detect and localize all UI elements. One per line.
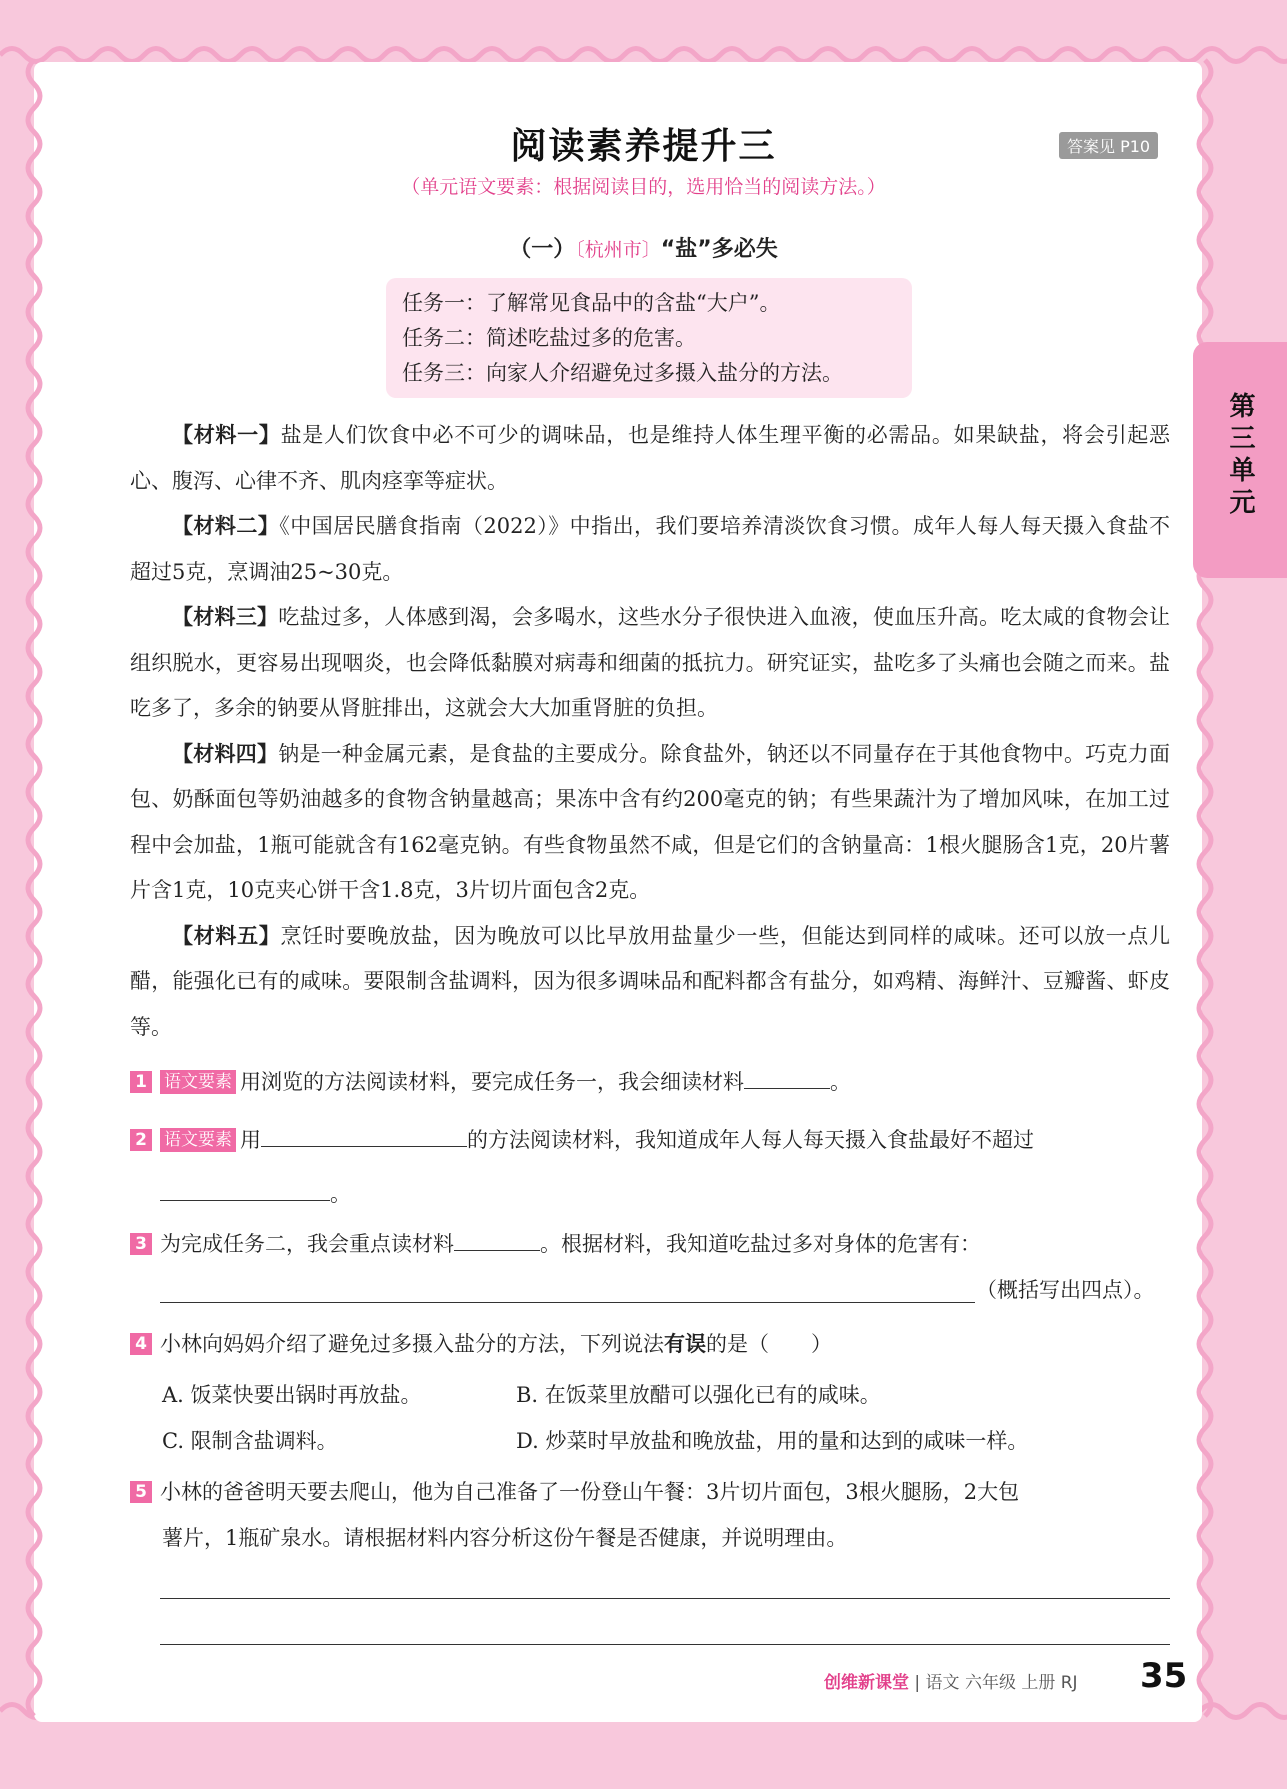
question-number: 2 <box>130 1129 152 1151</box>
answer-blank[interactable] <box>261 1124 467 1147</box>
section-city: 〔杭州市〕 <box>575 239 661 261</box>
question-2-continued <box>160 1172 560 1217</box>
answer-line[interactable] <box>160 1302 975 1303</box>
material-label: 【材料三】 <box>172 605 279 629</box>
footer-brand: 创维新课堂 <box>824 1673 909 1693</box>
question-2 <box>130 1118 1174 1163</box>
section-number: （一） <box>509 237 576 262</box>
material-paragraph <box>130 413 1170 504</box>
question-text-2: 。根据材料，我知道吃盐过多对身体的危害有： <box>540 1232 981 1256</box>
question-number: 3 <box>130 1233 152 1255</box>
question-text: 为完成任务二，我会重点读材料 <box>160 1232 454 1256</box>
option-c[interactable]: C. 限制含盐调料。 <box>162 1429 338 1453</box>
material-text: 烹饪时要晚放盐，因为晚放可以比早放用盐量少一些，但能达到同样的咸味。还可以放一点儿醋，能强化已有的咸味。要限制含盐调料，因为很多调味品和配料都含有盐分，如鸡精、海鲜汁、豆瓣酱、虾皮等。 <box>130 923 1171 1039</box>
answer-blank[interactable] <box>454 1228 540 1251</box>
material-text: 盐是人们饮食中必不可少的调味品，也是维持人体生理平衡的必需品。如果缺盐，将会引起恶心、腹泻、心律不齐、肌肉痉挛等症状。 <box>130 423 1171 493</box>
question-text: 用浏览的方法阅读材料，要完成任务一，我会细读材料 <box>240 1070 744 1094</box>
answer-blank[interactable] <box>744 1066 830 1089</box>
page-number: 35 <box>1140 1656 1188 1696</box>
material-text: 《中国居民膳食指南（2022）》中指出，我们要培养清淡饮食习惯。成年人每人每天摄入食盐不超过5克，烹调油25~30克。 <box>130 514 1171 584</box>
answer-line[interactable] <box>160 1598 1170 1599</box>
question-end: 。 <box>330 1182 351 1206</box>
question-end: 。 <box>830 1070 851 1094</box>
material-label: 【材料一】 <box>172 423 281 447</box>
left-wavy-border <box>14 0 54 1789</box>
task-item: 任务一：了解常见食品中的含盐“大户”。 <box>402 291 781 315</box>
question-1 <box>130 1060 1174 1105</box>
question-3 <box>130 1222 1174 1267</box>
page-title: 阅读素养提升三 <box>510 126 777 167</box>
answer-reference-badge: 答案见 P10 <box>1059 132 1158 159</box>
option-a[interactable]: A. 饭菜快要出锅时再放盐。 <box>162 1383 422 1407</box>
option-b[interactable]: B. 在饭菜里放醋可以强化已有的咸味。 <box>516 1383 881 1407</box>
answer-blank[interactable] <box>160 1178 330 1201</box>
material-paragraph <box>130 595 1170 732</box>
question-emphasis: 有误 <box>664 1332 706 1356</box>
section-heading <box>0 232 1287 263</box>
section-title: “盐”多必失 <box>660 237 778 262</box>
question-3-note: （概括写出四点）。 <box>976 1278 1155 1302</box>
question-number: 5 <box>130 1481 152 1503</box>
task-item: 任务三：向家人介绍避免过多摄入盐分的方法。 <box>402 361 843 385</box>
material-text: 吃盐过多，人体感到渴，会多喝水，这些水分子很快进入血液，使血压升高。吃太咸的食物会让组织脱水，更容易出现咽炎，也会降低黏膜对病毒和细菌的抵抗力。研究证实，盐吃多了头痛也会随之而来。盐吃多了，多余的钠要从肾脏排出，这就会大大加重肾脏的负担。 <box>130 605 1171 720</box>
material-paragraph <box>130 732 1170 914</box>
question-text: 的方法阅读材料，我知道成年人每人每天摄入食盐最好不超过 <box>467 1128 1034 1152</box>
option-d[interactable]: D. 炒菜时早放盐和晚放盐，用的量和达到的咸味一样。 <box>516 1429 1029 1453</box>
materials-section <box>130 413 1170 1050</box>
unit-subtitle: （单元语文要素：根据阅读目的，选用恰当的阅读方法。） <box>401 176 886 198</box>
question-text-post: 的是（ ） <box>706 1332 832 1356</box>
task-item: 任务二：简述吃盐过多的危害。 <box>402 326 696 350</box>
question-number: 1 <box>130 1071 152 1093</box>
material-label: 【材料二】 <box>172 514 280 538</box>
material-paragraph <box>130 504 1170 595</box>
question-5 <box>130 1470 1174 1515</box>
element-tag: 语文要素 <box>160 1070 236 1094</box>
question-4 <box>130 1322 1174 1367</box>
question-text-line1: 小林的爸爸明天要去爬山，他为自己准备了一份登山午餐：3片切片面包，3根火腿肠，2大包 <box>160 1480 1020 1504</box>
element-tag: 语文要素 <box>160 1128 236 1152</box>
task-box <box>386 278 912 398</box>
material-text: 钠是一种金属元素，是食盐的主要成分。除食盐外，钠还以不同量存在于其他食物中。巧克力面包、奶酥面包等奶油越多的食物含钠量越高；果冻中含有约200毫克的钠；有些果蔬汁为了增加风味，在加工过程中会加盐，1瓶可能就含有162毫克钠。有些食物虽然不咸，但是它们的含钠量高：1根火腿肠含1克，20片薯片含1克，10克夹心饼干含1.8克，3片切片面包含2克。 <box>130 741 1171 902</box>
question-number: 4 <box>130 1333 152 1355</box>
material-paragraph <box>130 914 1170 1051</box>
material-label: 【材料五】 <box>172 923 281 948</box>
answer-line[interactable] <box>160 1644 1170 1645</box>
question-text: 小林向妈妈介绍了避免过多摄入盐分的方法，下列说法 <box>160 1332 664 1356</box>
question-text-pre: 用 <box>240 1128 261 1152</box>
footer-info: | 语文 六年级 上册 RJ <box>914 1673 1078 1693</box>
question-5-line2: 薯片，1瓶矿泉水。请根据材料内容分析这份午餐是否健康，并说明理由。 <box>162 1526 848 1550</box>
unit-side-tab-label: 第三单元 <box>1225 392 1255 520</box>
footer <box>824 1668 1078 1693</box>
material-label: 【材料四】 <box>172 741 279 766</box>
unit-side-tab <box>1193 342 1287 578</box>
